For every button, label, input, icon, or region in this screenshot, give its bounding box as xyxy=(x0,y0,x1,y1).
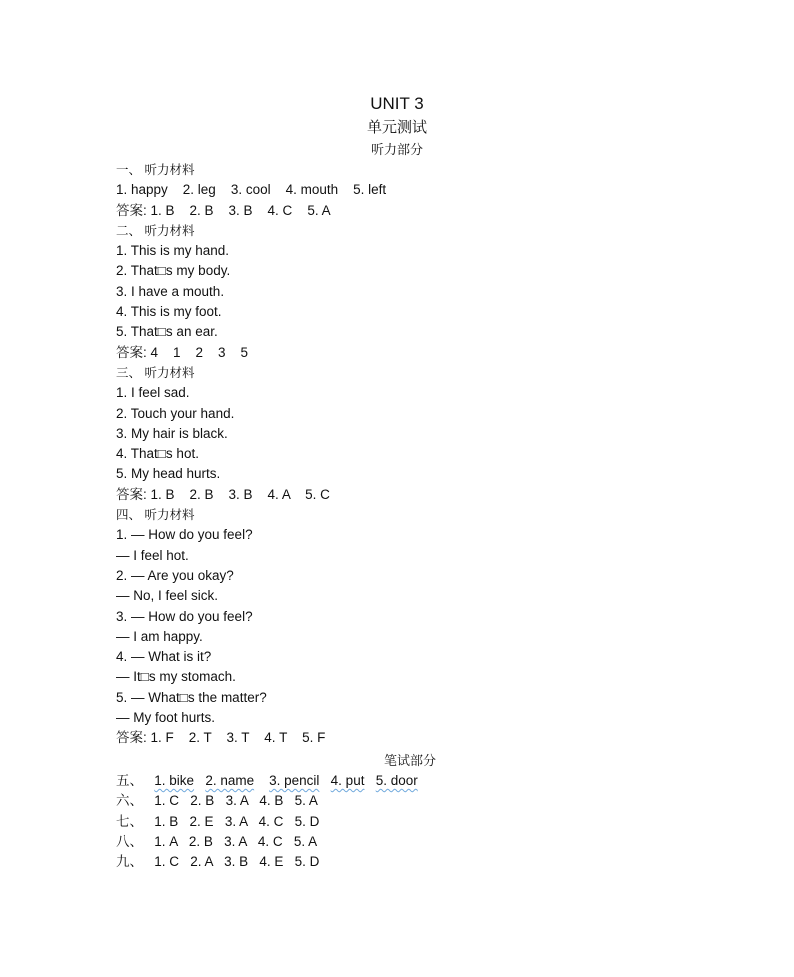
row-label: 九、 xyxy=(116,854,143,870)
material-line: 3. I have a mouth. xyxy=(116,283,225,299)
material-line: 2. That□s my body. xyxy=(116,263,231,279)
material-line: 1. happy 2. leg 3. cool 4. mouth 5. left xyxy=(116,182,387,198)
answer-item: 3. B xyxy=(224,854,249,870)
material-line: 3. My hair is black. xyxy=(116,425,228,441)
answer-item: 2. name xyxy=(205,773,255,788)
material-line: 4. — What is it? xyxy=(116,649,212,665)
written-answer-row xyxy=(116,812,676,832)
written-section-heading: 笔试部分 xyxy=(383,753,436,768)
answer-item: 4. B xyxy=(259,793,284,809)
test-subtitle: 单元测试 xyxy=(366,119,427,136)
answer-item: 3. A xyxy=(224,813,248,829)
answer-item: 5. A xyxy=(294,793,318,809)
answer-item: 3. pencil xyxy=(269,773,320,788)
answer-item: 2. B xyxy=(188,833,213,849)
material-line: 5. My head hurts. xyxy=(116,466,221,482)
answer-item: 4. C xyxy=(257,833,283,849)
answer-item: 1. C xyxy=(154,793,180,809)
unit-title: UNIT 3 xyxy=(370,94,424,113)
material-line: — It□s my stomach. xyxy=(116,669,236,685)
answer-item: 4. put xyxy=(330,773,365,788)
listening-section-heading: 听力部分 xyxy=(370,142,423,157)
section-heading: 四、 听力材料 xyxy=(116,508,195,523)
answer-item: 3. A xyxy=(224,833,247,849)
answer-item: 5. door xyxy=(375,773,418,788)
material-line: 5. — What□s the matter? xyxy=(116,689,267,705)
section-heading: 三、 听力材料 xyxy=(116,365,195,380)
material-line: 2. — Are you okay? xyxy=(116,567,234,583)
material-line: 3. — How do you feel? xyxy=(116,608,253,624)
answer-item: 2. E xyxy=(189,813,214,829)
written-answer-row xyxy=(116,832,676,852)
material-line: — I am happy. xyxy=(116,628,203,644)
answer-item: 1. A xyxy=(154,833,178,849)
row-label: 八、 xyxy=(116,833,143,849)
material-line: 1. — How do you feel? xyxy=(116,527,253,543)
answer-item: 4. C xyxy=(258,813,284,829)
material-line: — No, I feel sick. xyxy=(116,588,219,604)
material-line: 1. This is my hand. xyxy=(116,243,230,259)
written-answer-row xyxy=(116,852,676,872)
answer-line: 答案: 4 1 2 3 5 xyxy=(116,344,249,360)
listening-content xyxy=(116,160,676,749)
answer-item: 2. A xyxy=(190,854,213,870)
written-answer-row xyxy=(116,791,676,811)
written-answers xyxy=(116,771,676,872)
material-line: — I feel hot. xyxy=(116,547,189,563)
row-label: 五、 xyxy=(116,773,143,788)
section-heading: 二、 听力材料 xyxy=(116,223,195,238)
row-label: 七、 xyxy=(116,813,143,829)
answer-item: 1. bike xyxy=(154,773,195,788)
row-label: 六、 xyxy=(116,793,143,809)
answer-item: 5. D xyxy=(294,854,320,870)
material-line: 2. Touch your hand. xyxy=(116,405,235,421)
answer-item: 5. A xyxy=(293,833,318,849)
material-line: — My foot hurts. xyxy=(116,710,216,726)
answer-item: 5. D xyxy=(294,813,320,829)
answer-line: 答案: 1. B 2. B 3. B 4. C 5. A xyxy=(116,202,331,218)
answer-item: 2. B xyxy=(190,793,215,809)
answer-item: 1. C xyxy=(154,854,180,870)
written-answer-row xyxy=(116,771,676,791)
section-heading: 一、 听力材料 xyxy=(116,163,195,177)
material-line: 4. That□s hot. xyxy=(116,446,199,462)
answer-item: 3. A xyxy=(225,793,249,809)
material-line: 1. I feel sad. xyxy=(116,385,190,401)
material-line: 5. That□s an ear. xyxy=(116,324,218,340)
answer-line: 答案: 1. B 2. B 3. B 4. A 5. C xyxy=(116,486,330,502)
answer-line: 答案: 1. F 2. T 3. T 4. T 5. F xyxy=(116,730,326,746)
answer-item: 4. E xyxy=(259,854,284,870)
answer-item: 1. B xyxy=(154,813,179,829)
material-line: 4. This is my foot. xyxy=(116,304,222,320)
